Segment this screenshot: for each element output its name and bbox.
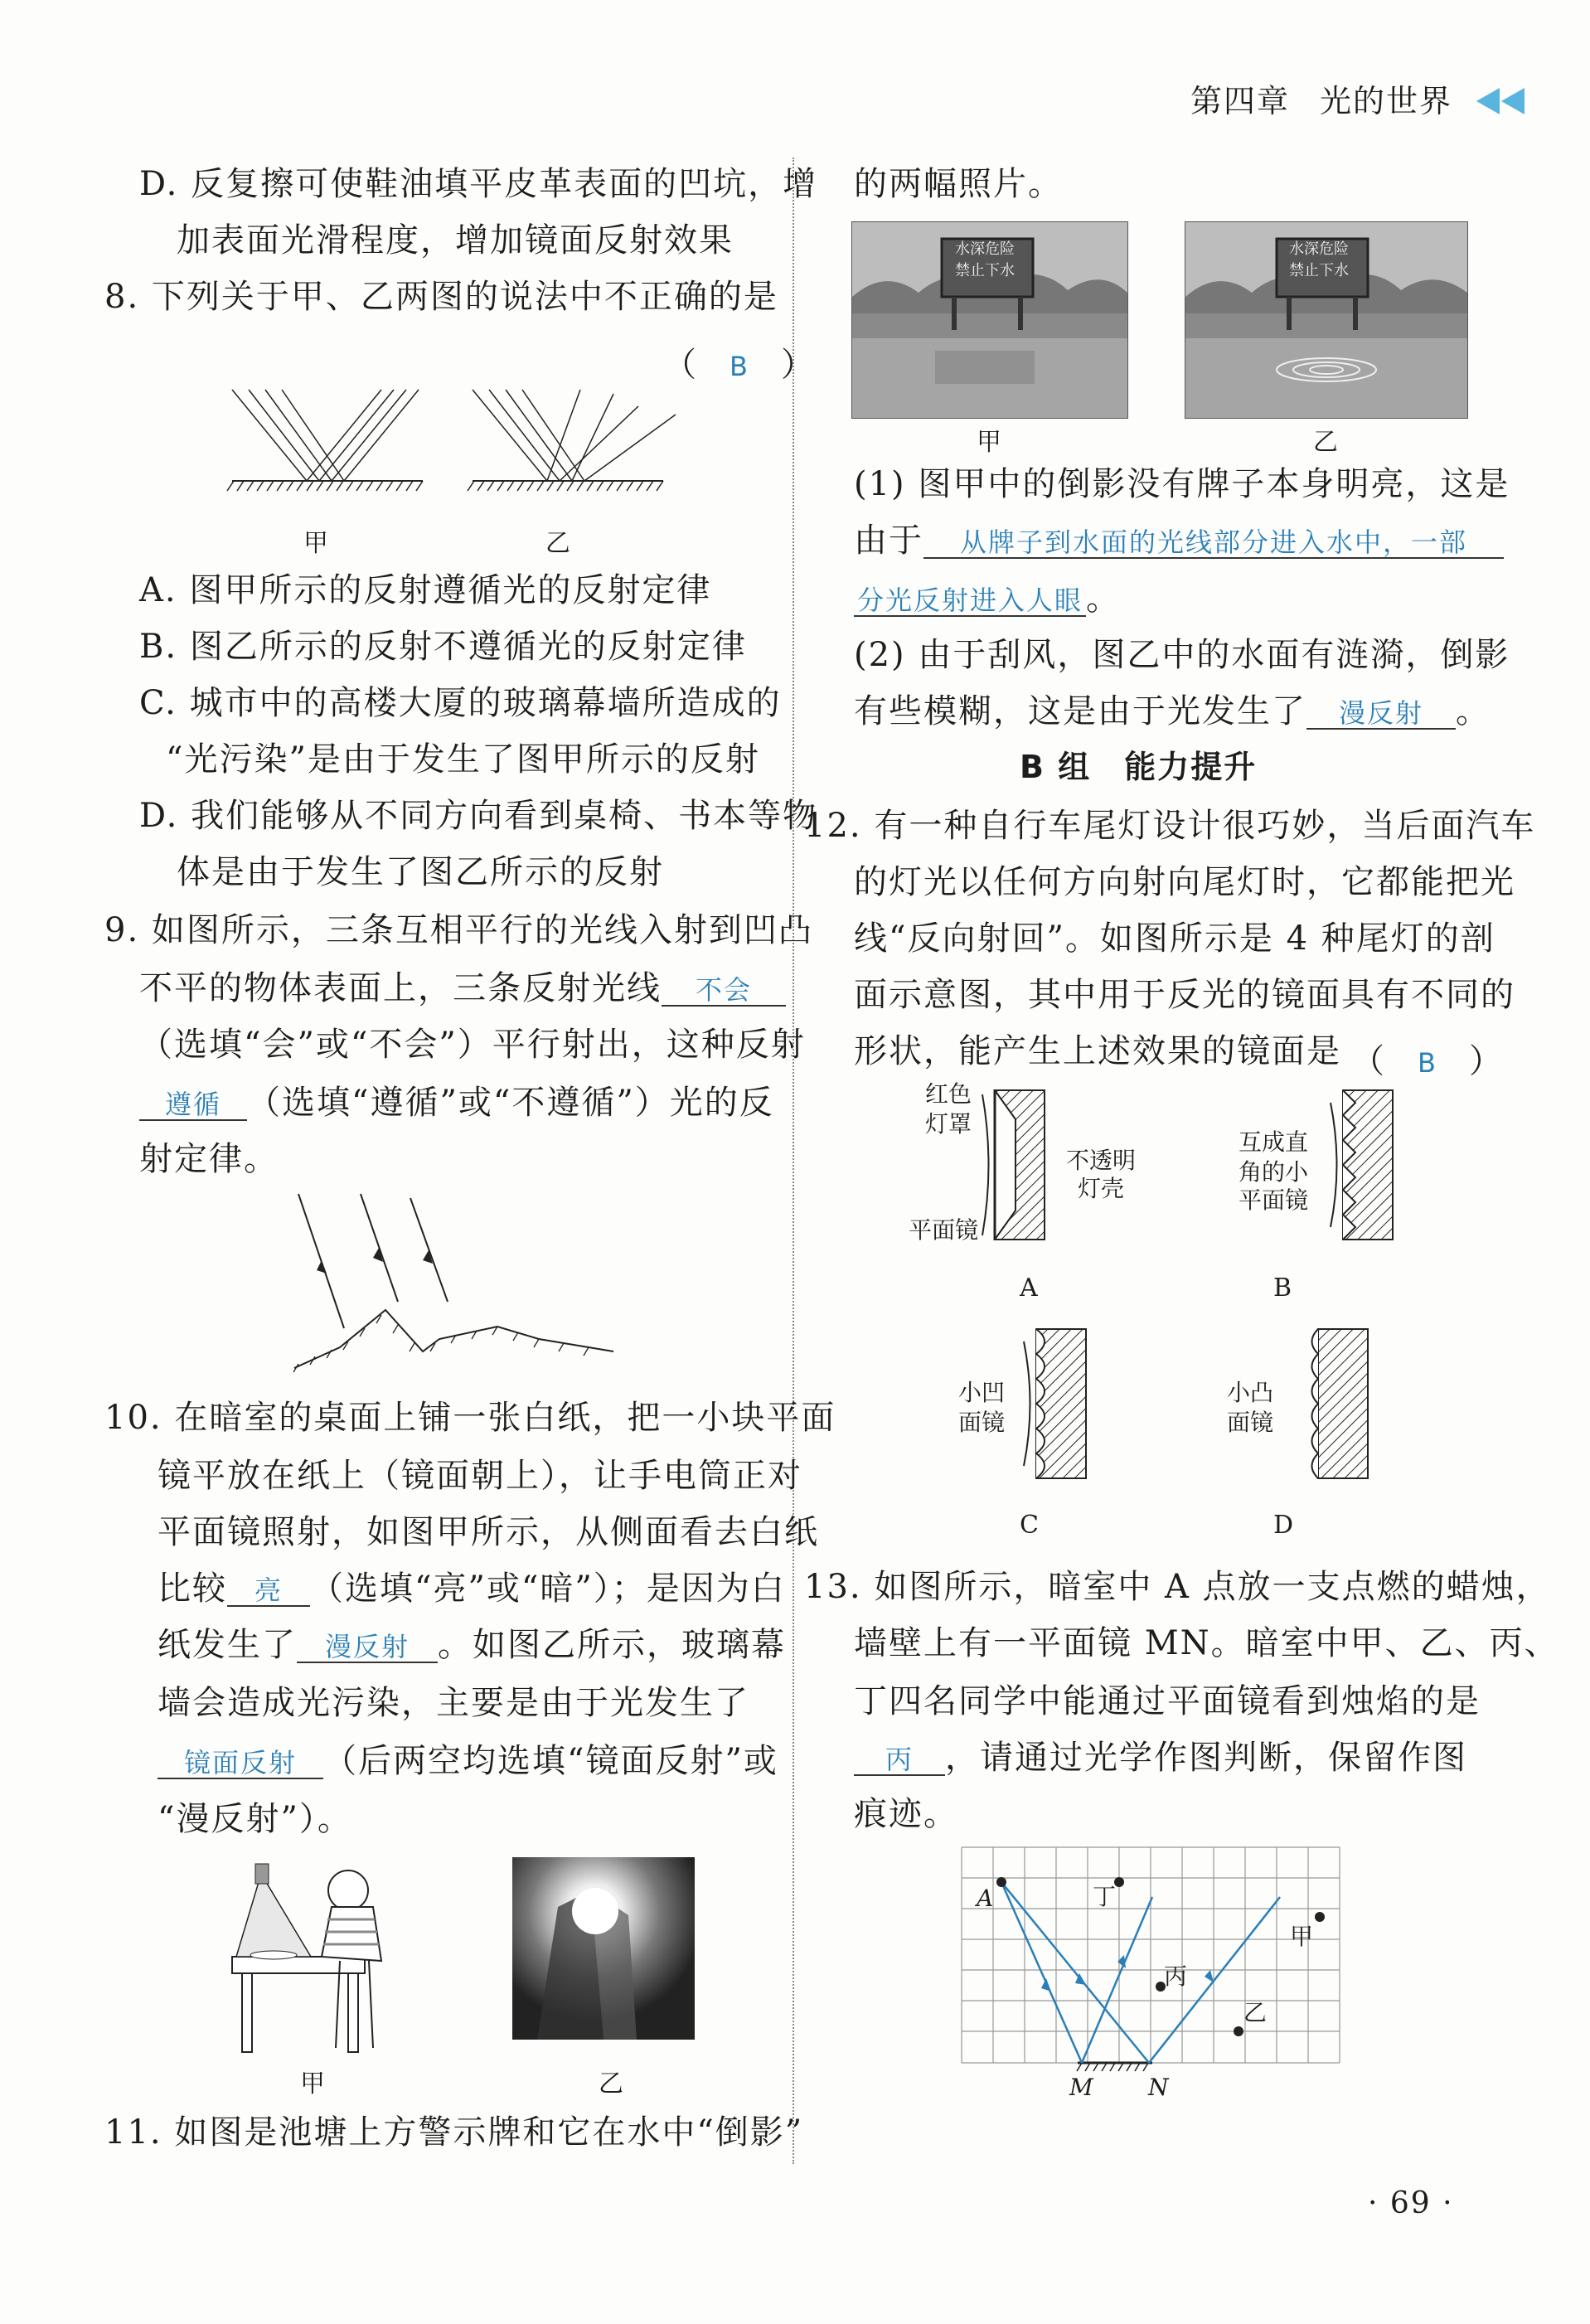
q8-option-a: A. 图甲所示的反射遵循光的反射定律 <box>139 571 712 609</box>
q12-answer: B <box>1418 1047 1436 1079</box>
q10-caption-jia: 甲 <box>300 2069 325 2098</box>
q11-sign-jia-line2: 禁止下水 <box>955 262 1015 279</box>
q11-part1-line3: 分光反射进入人眼 。 <box>854 582 1121 617</box>
q12-a-label-shell-1: 不透明 <box>1066 1147 1137 1174</box>
q10-line3: 平面镜照射，如图甲所示，从侧面看去白纸 <box>158 1513 819 1551</box>
q13-label-jia: 甲 <box>1290 1923 1314 1950</box>
q9-line3: （选填“会”或“不会”）平行射出，这种反射 <box>139 1026 806 1064</box>
q10-answer2: 漫反射 <box>324 1631 410 1662</box>
q8-caption-jia: 甲 <box>303 529 328 558</box>
q12-line1: 12. 有一种自行车尾灯设计很巧妙，当后面汽车 <box>804 807 1536 845</box>
q8-answer: B <box>730 351 748 382</box>
q10-line5: 纸发生了 漫反射 。如图乙所示，玻璃幕 <box>158 1626 786 1664</box>
q13-label-a: A <box>977 1885 994 1912</box>
q11-part1-line2: 由于 从牌子到水面的光线部分进入水中，一部 <box>854 524 1504 559</box>
q10-line4: 比较 亮 （选填“亮”或“暗”）；是因为白 <box>158 1570 786 1608</box>
q10-answer3: 镜面反射 <box>183 1747 297 1778</box>
q12-diagram-d <box>1310 1325 1393 1482</box>
q11-line1: 11. 如图是池塘上方警示牌和它在水中“倒影” <box>104 2113 804 2152</box>
q10-flashlight-illustration <box>224 1857 406 2056</box>
q12-line5: 形状，能产生上述效果的镜面是 <box>854 1032 1341 1070</box>
q11-sign-jia-line1: 水深危险 <box>955 240 1015 258</box>
q10-line2: 镜平放在纸上（镜面朝上），让手电筒正对 <box>158 1457 802 1495</box>
q11-answer1-line1: 从牌子到水面的光线部分进入水中，一部 <box>959 526 1467 558</box>
q12-diagram-b <box>1335 1086 1418 1244</box>
q13-line3: 丁四名同学中能通过平面镜看到烛焰的是 <box>854 1682 1481 1720</box>
q13-label-bing: 丙 <box>1164 1963 1188 1990</box>
q12-caption-a: A <box>1020 1274 1038 1303</box>
q10-line1: 10. 在暗室的桌面上铺一张白纸，把一小块平面 <box>104 1399 836 1437</box>
q8-stem: 8. 下列关于甲、乙两图的说法中不正确的是 <box>104 278 778 316</box>
q12-c-label-1: 小凹 <box>958 1379 1006 1406</box>
q9-answer2: 遵循 <box>164 1089 221 1120</box>
q13-line1: 13. 如图所示，暗室中 A 点放一支点燃的蜡烛， <box>804 1568 1551 1606</box>
q12-line4: 面示意图，其中用于反光的镜面具有不同的 <box>854 976 1515 1014</box>
q10-line7: 镜面反射 （后两空均选填“镜面反射”或 <box>158 1744 778 1779</box>
q11-sign-yi-line2: 禁止下水 <box>1289 262 1349 279</box>
q11-part1-line1: (1) 图甲中的倒影没有牌子本身明亮，这是 <box>854 465 1510 503</box>
q12-d-label-2: 面镜 <box>1227 1409 1274 1436</box>
q12-a-label-shell-2: 灯壳 <box>1078 1175 1125 1202</box>
q8-option-c-line1: C. 城市中的高楼大厦的玻璃幕墙所造成的 <box>139 684 782 722</box>
q13-line5: 痕迹。 <box>854 1795 958 1833</box>
q12-diagram-c <box>1028 1325 1111 1482</box>
q12-b-label-3: 平面镜 <box>1239 1186 1309 1214</box>
chapter-title: 光的世界 <box>1320 83 1453 119</box>
q11-caption-jia: 甲 <box>977 428 1001 457</box>
q8-option-d-line2: 体是由于发生了图乙所示的反射 <box>177 853 664 891</box>
q9-line2: 不平的物体表面上，三条反射光线 不会 <box>139 972 786 1007</box>
q11-answer1-line2: 分光反射进入人眼 <box>856 585 1083 616</box>
q11-answer2: 漫反射 <box>1338 697 1423 729</box>
q12-line3: 线“反向射回”。如图所示是 4 种尾灯的剖 <box>854 919 1495 958</box>
q13-line2: 墙壁上有一平面镜 MN。暗室中甲、乙、丙、 <box>854 1624 1559 1662</box>
q12-b-label-1: 互成直 <box>1239 1128 1309 1156</box>
q7-option-d-line1: D. 反复擦可使鞋油填平皮革表面的凹坑，增 <box>139 165 818 203</box>
q13-label-ding: 丁 <box>1093 1883 1117 1910</box>
q8-answer-paren: （ B ） <box>663 346 814 384</box>
q10-line8: “漫反射”）。 <box>158 1800 352 1838</box>
q7-option-d-line2: 加表面光滑程度，增加镜面反射效果 <box>177 221 734 260</box>
double-arrow-icon <box>1471 86 1529 116</box>
q12-a-label-red-cover-2: 灯罩 <box>925 1110 972 1138</box>
q9-answer1: 不会 <box>695 974 752 1006</box>
q11-part2-line1: (2) 由于刮风，图乙中的水面有涟漪，倒影 <box>854 636 1510 674</box>
q12-line2: 的灯光以任何方向射向尾灯时，它都能把光 <box>854 863 1515 901</box>
q9-line5: 射定律。 <box>139 1140 279 1178</box>
q11-caption-yi: 乙 <box>1313 428 1338 457</box>
q12-caption-c: C <box>1020 1511 1039 1540</box>
q8-option-d-line1: D. 我们能够从不同方向看到桌椅、书本等物 <box>139 797 818 835</box>
q13-label-n: N <box>1148 2074 1169 2101</box>
q12-b-label-2: 角的小 <box>1239 1158 1309 1186</box>
page-number: · 69 · <box>1368 2186 1454 2220</box>
q8-caption-yi: 乙 <box>545 529 570 558</box>
q13-grid-figure <box>962 1847 1343 2096</box>
q11-part2-line2: 有些模糊，这是由于光发生了 漫反射 。 <box>854 692 1491 730</box>
q13-label-m: M <box>1069 2074 1093 2101</box>
chapter-label: 第四章 <box>1190 83 1291 119</box>
q8-reflection-figure <box>224 390 680 522</box>
q10-glass-building-photo <box>512 1857 695 2040</box>
q8-option-c-line2: “光污染”是由于发生了图甲所示的反射 <box>166 740 760 779</box>
q12-a-label-plane-mirror: 平面镜 <box>909 1216 979 1244</box>
section-b-heading: B 组 能力提升 <box>1020 749 1258 785</box>
column-divider <box>793 158 794 2164</box>
q12-caption-b: B <box>1273 1274 1292 1303</box>
q13-line4: 丙 ，请通过光学作图判断，保留作图 <box>854 1741 1467 1776</box>
q9-line4: 遵循 （选填“遵循”或“不遵循”）光的反 <box>139 1086 774 1121</box>
q12-caption-d: D <box>1273 1511 1294 1540</box>
q12-answer-paren: （ B ） <box>1351 1042 1502 1080</box>
q10-answer1: 亮 <box>254 1574 283 1606</box>
q9-uneven-surface-figure <box>290 1194 622 1376</box>
q11-line2: 的两幅照片。 <box>854 165 1063 203</box>
q13-label-yi: 乙 <box>1243 1999 1268 2026</box>
q10-caption-yi: 乙 <box>599 2069 623 2098</box>
q12-d-label-1: 小凸 <box>1227 1379 1274 1406</box>
q11-sign-yi-line1: 水深危险 <box>1289 240 1349 258</box>
q9-line1: 9. 如图所示，三条互相平行的光线入射到凹凸 <box>104 911 813 949</box>
q12-c-label-2: 面镜 <box>958 1409 1006 1436</box>
q8-option-b: B. 图乙所示的反射不遵循光的反射定律 <box>139 628 747 666</box>
q12-a-label-red-cover-1: 红色 <box>925 1080 972 1108</box>
q10-line6: 墙会造成光污染，主要是由于光发生了 <box>158 1684 749 1722</box>
q13-answer: 丙 <box>885 1744 914 1775</box>
